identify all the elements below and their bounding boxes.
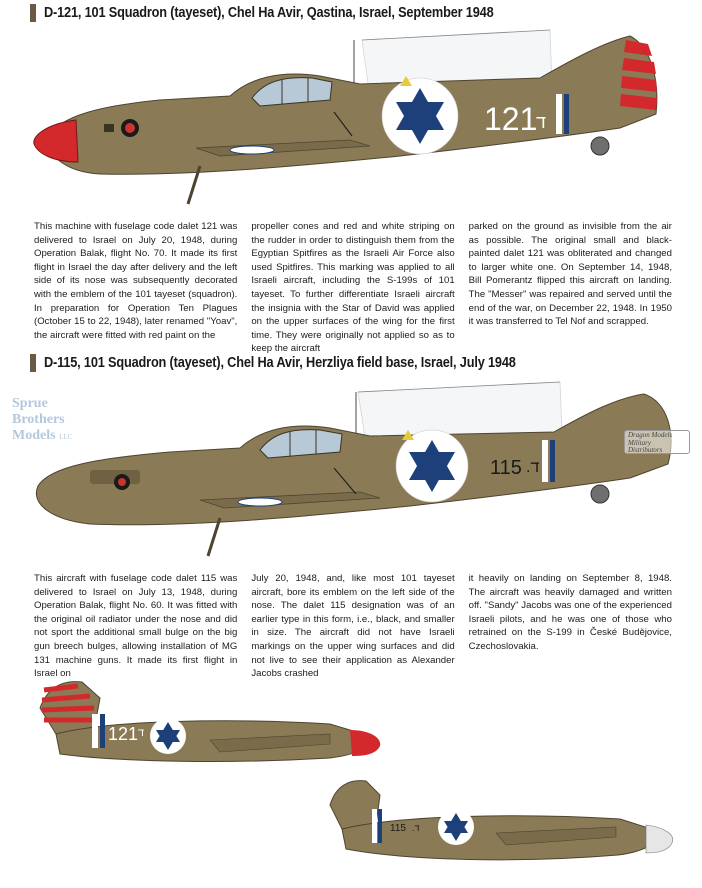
section-2-column-2: July 20, 1948, and, like most 101 tayeset aircraft, bore its emblem on the left side of the nose. The dalet 115 designation was of an earlier type in this form, i.e., black, and smaller in size. The aircraft did not have Israeli markings on the upper wing surfaces and did not live to see their application as Alexander Jacobs crashed — [251, 573, 455, 680]
star-of-david-insignia — [396, 430, 468, 502]
section-2-column-3: it heavily on landing on September 8, 1948. The aircraft was heavily damaged and written off. "Sandy" Jacobs was one of the experienced Israeli pilots, and he was one of those who retrained on the S-199 in České Budějovice, Czechoslovakia. — [468, 573, 672, 652]
distributor-badge: Dragon Models Military Distributors — [624, 430, 690, 454]
aircraft-profile-d121 — [20, 28, 680, 218]
section-1-column-2: propeller cones and red and white striping on the rudder in order to distinguish them from the Egyptian Spitfires as the Israeli Air Force also used Spitfires. This marking was applied to all Israeli aircraft, including the S-199s of 101 tayeset. To further differentiate Israeli aircraft the insignia with the Star of David was applied on the upper surfaces of the wing for the first time. They were originally not applied so as to keep the aircraft — [251, 221, 455, 355]
section-1-column-1: This machine with fuselage code dalet 121 was delivered to Israel on July 20, 1948, during Operation Balak, flight No. 70. It made its first flight in Israel the day after delivery and the left side of its nose was subsequently decorated with the emblem of the 101 tayeset (squadron). In preparation for Operation Ten Plagues (October 15 to 22, 1948), later renamed "Yoav", the aircraft were fitted with red paint on the — [34, 221, 238, 341]
heading-marker — [30, 354, 36, 372]
section-1-heading — [30, 4, 555, 22]
aircraft-side-view-b — [320, 775, 680, 885]
fuselage-code: 121 — [484, 101, 538, 137]
section-2-text — [34, 572, 672, 681]
section-1-title: D-121, 101 Squadron (tayeset), Chel Ha Avir, Qastina, Israel, September 1948 — [44, 5, 494, 21]
fuselage-code: 115 — [490, 457, 522, 479]
section-1-column-3: parked on the ground as invisible from the air as possible. The original small and black-painted dalet 121 was obliterated and changed to larger white one. On September 14, 1948, Bill Pomerantz flipped this aircraft on landing. The "Messer" was repaired and served until the end of the war, on December 22, 1948. In 1950 it was transferred to Tel Nof and scrapped. — [468, 221, 672, 328]
code-suffix-plan-b: .ד — [412, 823, 420, 833]
section-2-heading — [30, 354, 580, 372]
fuselage-code-suffix: .ד — [526, 459, 540, 476]
section-2-title: D-115, 101 Squadron (tayeset), Chel Ha Avir, Herzliya field base, Israel, July 1948 — [44, 355, 516, 371]
section-2-column-1: This aircraft with fuselage code dalet 115 was delivered to Israel on July 13, 1948, during Operation Balak, flight No. 60. It was fitted with the original oil radiator under the nose and did not sport the additional small bulge on the big gun breech bulges, allowing installation of MG 131 machine guns. It made its first flight in Israel on — [34, 573, 238, 680]
code-plan-b: 115 — [390, 823, 406, 834]
aircraft-side-view-a — [30, 678, 390, 788]
code-suffix-plan-a: ד — [138, 727, 145, 739]
star-of-david-insignia — [382, 78, 458, 154]
aircraft-profile-d115 — [20, 378, 690, 568]
fuselage-code-suffix: ד — [536, 112, 546, 132]
squadron-emblem — [121, 119, 139, 137]
code-plan-a: 121 — [108, 724, 139, 744]
section-1-text — [34, 220, 672, 356]
sprue-brothers-watermark: Sprue Brothers Models LLC — [12, 396, 73, 443]
heading-marker — [30, 4, 36, 22]
